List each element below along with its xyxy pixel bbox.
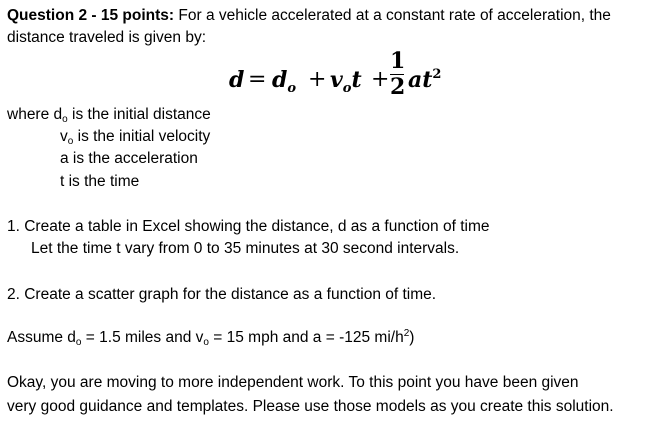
question-heading: Question 2 - 15 points: xyxy=(7,7,175,24)
definition-d0 xyxy=(7,105,211,125)
definition-d0-prefix: where d xyxy=(7,106,63,123)
eq-frac-denominator: 2 xyxy=(390,74,406,100)
assume-part-2: = 1.5 miles and v xyxy=(81,329,204,346)
eq-v0-sub: o xyxy=(342,81,352,96)
assumptions xyxy=(7,328,414,348)
eq-t: t xyxy=(351,67,362,93)
question-heading-line xyxy=(7,6,611,26)
definition-v0 xyxy=(60,127,210,147)
eq-d0 xyxy=(272,68,296,96)
eq-d0-base: d xyxy=(272,67,288,93)
eq-at: at xyxy=(408,67,433,93)
assume-part-3: = 15 mph and a = -125 mi/h xyxy=(208,329,404,346)
definition-d0-text: is the initial distance xyxy=(67,106,211,123)
assume-part-1: Assume d xyxy=(7,329,76,346)
definition-d0-sub: o xyxy=(62,114,68,125)
task-2: 2. Create a scatter graph for the distance as a function of time. xyxy=(7,286,437,303)
eq-v0-base: v xyxy=(330,67,343,93)
eq-frac-numerator: 1 xyxy=(390,48,406,74)
eq-fraction xyxy=(390,50,404,100)
eq-plus-2: + xyxy=(371,67,390,92)
eq-d0-sub: o xyxy=(287,81,297,96)
definition-v0-prefix: v xyxy=(60,128,68,145)
eq-exponent: 2 xyxy=(432,67,442,82)
closing-line-1: Okay, you are moving to more independent work. To this point you have been given xyxy=(7,374,579,391)
eq-equals: = xyxy=(248,67,267,92)
closing-line-2: very good guidance and templates. Please use those models as you create this solution. xyxy=(7,398,614,415)
assume-sup: 2 xyxy=(403,328,410,339)
eq-plus-1: + xyxy=(308,67,327,92)
definition-v0-text: is the initial velocity xyxy=(73,128,211,145)
assume-sub-1: o xyxy=(75,337,82,348)
eq-at-squared xyxy=(408,68,441,96)
definition-a: a is the acceleration xyxy=(60,150,198,167)
definition-v0-sub: o xyxy=(67,136,74,147)
assume-sub-2: o xyxy=(203,337,209,348)
question-intro-1: For a vehicle accelerated at a constant rate of acceleration, the xyxy=(174,7,611,24)
eq-d: d xyxy=(229,67,245,93)
assume-part-4: ) xyxy=(409,329,415,346)
task-1-line-1: 1. Create a table in Excel showing the distance, d as a function of time xyxy=(7,218,490,235)
task-1-line-2: Let the time t vary from 0 to 35 minutes at 30 second intervals. xyxy=(31,240,460,257)
definition-t: t is the time xyxy=(60,173,140,190)
question-intro-2: distance traveled is given by: xyxy=(7,29,207,46)
eq-v0t xyxy=(330,68,362,96)
